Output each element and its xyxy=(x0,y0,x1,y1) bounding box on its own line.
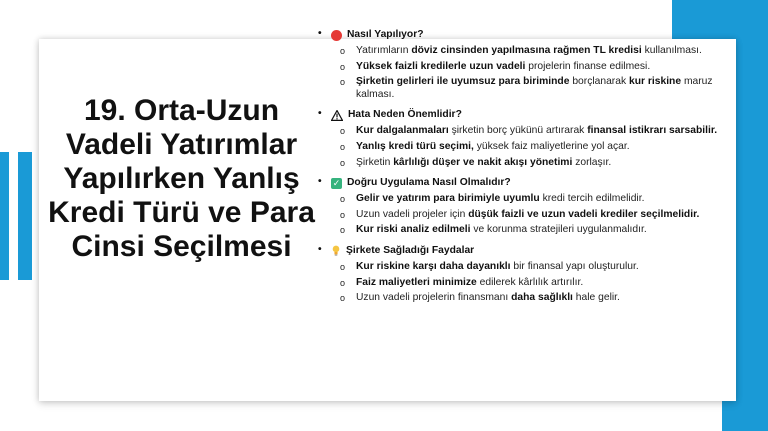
list-item xyxy=(318,76,718,101)
sub-bullet: o xyxy=(340,141,346,152)
bold-text: finansal istikrarı sarsabilir. xyxy=(587,125,718,137)
section-heading-text: Şirkete Sağladığı Faydalar xyxy=(346,244,475,256)
bullet-content xyxy=(318,28,718,312)
sub-bullet: o xyxy=(340,261,346,272)
section-heading-text: Doğru Uygulama Nasıl Olmalıdır? xyxy=(347,176,511,188)
bold-text: Gelir ve yatırım para birimiyle uyumlu xyxy=(356,193,540,205)
sub-bullet: o xyxy=(340,46,346,56)
section-heading xyxy=(318,176,718,190)
sub-bullet: o xyxy=(340,126,346,137)
list-item xyxy=(318,277,718,290)
list-item xyxy=(318,209,718,222)
bold-text: Kur riskine karşı daha dayanıklı xyxy=(356,260,511,272)
bold-text: Yanlış kredi türü seçimi, xyxy=(356,140,474,152)
bold-text: Şirketin gelirleri ile uyumsuz para biriminde xyxy=(356,76,570,88)
plain-text: yüksek faiz maliyetlerine yol açar. xyxy=(473,140,630,152)
red-circle-icon xyxy=(331,30,342,41)
bold-text: daha sağlıklı xyxy=(511,292,573,304)
sub-bullet: o xyxy=(340,157,346,168)
list-item xyxy=(318,292,718,305)
plain-text: kredi tercih edilmelidir. xyxy=(539,193,645,205)
list-item xyxy=(318,224,718,237)
list-item xyxy=(318,125,718,138)
bold-text: Kur dalgalanmaları xyxy=(356,125,449,137)
plain-text: Yatırımların xyxy=(356,45,412,56)
plain-text: zorlaşır. xyxy=(572,156,612,168)
section-heading xyxy=(318,244,718,258)
bold-text: Faiz maliyetleri minimize xyxy=(356,276,477,288)
sub-bullet: o xyxy=(340,61,346,72)
bullet-dot: • xyxy=(318,28,322,39)
sub-bullet: o xyxy=(340,194,346,205)
section-2 xyxy=(318,108,718,169)
slide-title: 19. Orta-Uzun Vadeli Yatırımlar Yapılırken Yanlış Kredi Türü ve Para Cinsi Seçilmesi xyxy=(48,94,315,263)
list-item xyxy=(318,261,718,274)
plain-text: ve korunma stratejileri uygulanmalıdır. xyxy=(470,224,647,236)
section-heading-text: Nasıl Yapılıyor? xyxy=(347,28,424,40)
plain-text: Uzun vadeli projelerin finansmanı xyxy=(356,292,512,304)
list-item xyxy=(318,141,718,154)
section-4 xyxy=(318,244,718,305)
sub-bullet: o xyxy=(340,209,346,220)
sub-bullet: o xyxy=(340,225,346,236)
list-item xyxy=(318,61,718,74)
plain-text: kullanılması. xyxy=(641,45,702,56)
list-item xyxy=(318,45,718,58)
section-heading xyxy=(318,28,718,42)
plain-text: maruz kalması. xyxy=(356,76,713,100)
plain-text: Uzun vadeli projeler için xyxy=(356,208,469,220)
bold-text: düşük faizli ve uzun vadeli krediler seçilmelidir. xyxy=(468,208,700,220)
bold-text: döviz cinsinden yapılmasına rağmen TL kredisi xyxy=(411,45,642,56)
sub-bullet: o xyxy=(340,277,346,288)
sub-bullet: o xyxy=(340,293,346,304)
bold-text: kur riskine xyxy=(628,76,682,88)
bullet-dot: • xyxy=(318,243,322,255)
section-heading-text: Hata Neden Önemlidir? xyxy=(348,109,462,121)
list-item xyxy=(318,157,718,170)
accent-bar-left-inner xyxy=(18,152,32,280)
lightbulb-icon xyxy=(331,245,341,256)
bold-text: Yüksek faizli kredilerle uzun vadeli xyxy=(356,60,526,72)
section-3 xyxy=(318,176,718,237)
bullet-dot: • xyxy=(318,108,322,120)
accent-bar-left xyxy=(0,152,9,280)
section-heading xyxy=(318,108,718,122)
bullet-dot: • xyxy=(318,176,322,188)
check-icon: ✓ xyxy=(332,177,341,188)
sub-bullet: o xyxy=(340,77,346,88)
plain-text: hale gelir. xyxy=(572,292,620,304)
plain-text: borçlanarak xyxy=(569,76,629,88)
plain-text: edilerek kârlılık artırılır. xyxy=(476,276,584,288)
bold-text: kârlılığı düşer ve nakit akışı yönetimi xyxy=(393,156,573,168)
plain-text: Şirketin xyxy=(356,156,394,168)
plain-text: şirketin borç yükünü artırarak xyxy=(448,125,588,137)
warning-icon xyxy=(331,110,343,121)
plain-text: bir finansal yapı oluşturulur. xyxy=(510,260,639,272)
bold-text: Kur riski analiz edilmeli xyxy=(356,224,471,236)
list-item xyxy=(318,193,718,206)
section-1 xyxy=(318,28,718,101)
plain-text: projelerin finanse edilmesi. xyxy=(525,60,651,72)
